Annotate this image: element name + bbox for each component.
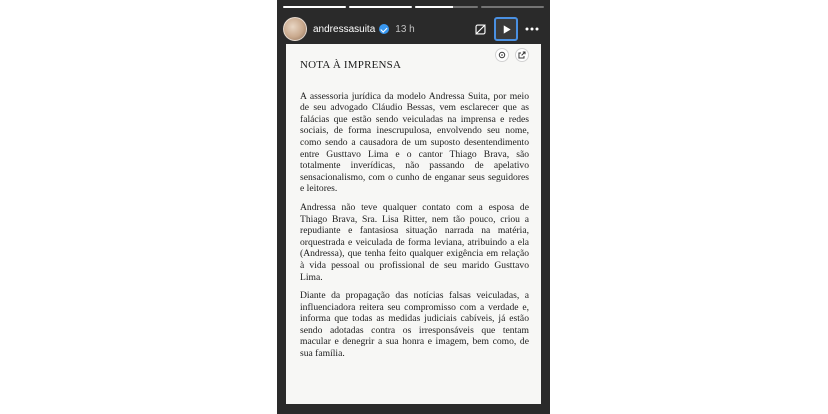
progress-fill (415, 6, 453, 8)
story-progress-bar (283, 6, 544, 8)
progress-segment (415, 6, 478, 8)
document-paragraph: A assessoria jurídica da modelo Andressa Suita, por meio de seu advogado Cláudio Bessas, vem esclarecer que as falácias que estão sendo veiculadas na imprensa e redes sociais, de forma inescrupulosa, envolvendo seu nome, como sendo a causadora de um suposto desentendimento entre Gusttavo Lima e o cantor Thiago Brava, são totalmente inverídicas, não passando de apelativo sensacionalismo, com o cunho de enganar seus seguidores e leitores. (300, 90, 529, 195)
play-button[interactable] (494, 17, 518, 41)
link-button[interactable] (495, 48, 509, 62)
username[interactable]: andressasuita (313, 23, 376, 35)
link-icon (498, 51, 506, 59)
progress-segment (481, 6, 544, 8)
document-paragraph: Andressa não teve qualquer contato com a esposa de Thiago Brava, Sra. Lisa Ritter, nem tão pouco, criou a repudiante e fantasiosa situação narrada na matéria, orquestrada e veiculada de forma leviana, atribuindo a ela (Andressa), que tenha feito qualquer exigência em relação à vida pessoal ou profissional de seu marido Gusttavo Lima. (300, 201, 529, 283)
progress-segment (349, 6, 412, 8)
more-options-icon (525, 27, 539, 31)
progress-segment (283, 6, 346, 8)
story-viewer (277, 0, 550, 414)
sound-off-icon (474, 23, 487, 36)
press-note-document (286, 44, 541, 404)
verified-badge-icon (379, 24, 389, 34)
document-paragraph: Diante da propagação das notícias falsas veiculadas, a influenciadora reitera seu compromisso com a verdade e, informa que todas as medidas judiciais cabíveis, já estão sendo adotadas contra os irresponsáveis que tentam macular e denegrir a sua honra e imagem, bem como, de sua família. (300, 290, 529, 360)
avatar[interactable] (283, 17, 307, 41)
story-timestamp: 13 h (395, 23, 415, 35)
play-icon (501, 24, 512, 35)
progress-fill (349, 6, 412, 8)
document-title: NOTA À IMPRENSA (300, 59, 402, 71)
story-header (283, 14, 544, 44)
mute-button[interactable] (468, 17, 492, 41)
document-actions (495, 48, 529, 62)
progress-fill (283, 6, 346, 8)
more-options-button[interactable] (520, 17, 544, 41)
share-button[interactable] (515, 48, 529, 62)
share-icon (518, 51, 526, 59)
